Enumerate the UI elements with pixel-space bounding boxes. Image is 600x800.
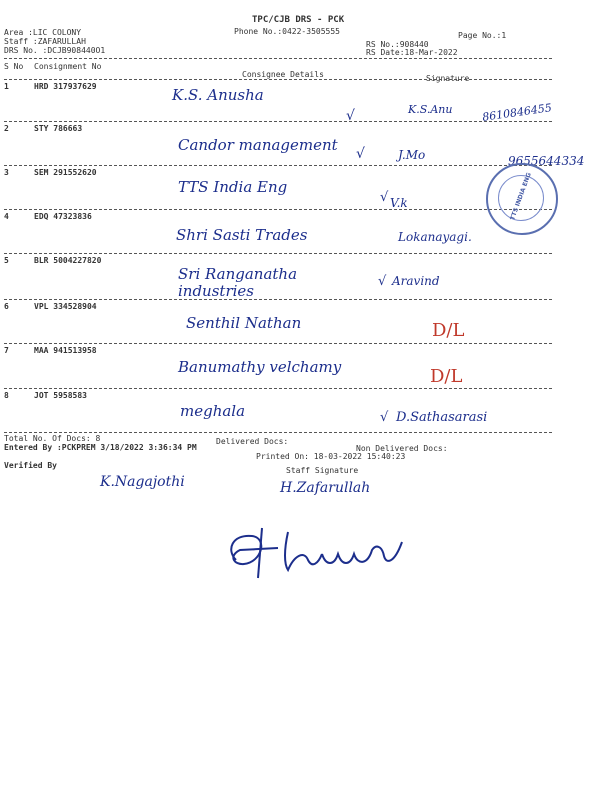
row-divider xyxy=(4,388,552,389)
col-header-sno: S No xyxy=(4,62,24,71)
header-divider xyxy=(4,58,552,59)
col-header-consignee: Consignee Details xyxy=(242,70,324,79)
check-mark: √ xyxy=(380,410,389,425)
row-divider xyxy=(4,299,552,300)
row-sno: 4 xyxy=(4,212,9,221)
delivered-docs: Delivered Docs: xyxy=(216,437,289,446)
check-mark: √ xyxy=(380,190,389,205)
row-sno: 8 xyxy=(4,391,9,400)
consignment-number: SEM 291552620 xyxy=(34,168,97,177)
receiver-phone: 8610846455 xyxy=(481,101,553,124)
printed-on: Printed On: 18-03-2022 15:40:23 xyxy=(256,452,406,461)
check-mark: √ xyxy=(378,274,387,289)
receiver-signature: Lokanayagi. xyxy=(398,230,472,244)
consignee-name: TTS India Eng xyxy=(178,178,288,196)
col-header-signature: Signature xyxy=(426,74,470,83)
phone-number: Phone No.:0422-3505555 xyxy=(234,27,340,36)
row-divider xyxy=(4,253,552,254)
receiver-signature: K.S.Anu xyxy=(408,103,453,116)
receiver-signature: Aravind xyxy=(392,274,440,288)
delivery-status: D/L xyxy=(430,366,463,387)
receiver-phone: 9655644334 xyxy=(508,154,585,168)
column-divider xyxy=(4,79,552,80)
receiver-signature: D.Sathasarasi xyxy=(396,410,488,425)
consignee-name: Candor management xyxy=(178,136,338,154)
row-sno: 2 xyxy=(4,124,9,133)
row-divider xyxy=(4,432,552,433)
rs-date: RS Date:18-Mar-2022 xyxy=(366,48,458,57)
consignee-name: Sri Ranganatha industries xyxy=(178,265,298,300)
staff-signature-label: Staff Signature xyxy=(286,466,359,475)
row-divider xyxy=(4,165,552,166)
page-number: Page No.:1 xyxy=(458,31,507,40)
consignee-name: Shri Sasti Trades xyxy=(176,226,308,244)
row-sno: 3 xyxy=(4,168,9,177)
consignment-number: JOT 5958583 xyxy=(34,391,87,400)
row-sno: 7 xyxy=(4,346,9,355)
verifier-signature: K.Nagajothi xyxy=(100,474,185,490)
consignment-number: VPL 334528904 xyxy=(34,302,97,311)
row-sno: 1 xyxy=(4,82,9,91)
document-title: TPC/CJB DRS - PCK xyxy=(252,15,345,25)
row-divider xyxy=(4,209,552,210)
area-label: Area :LIC COLONY xyxy=(4,28,82,37)
delivery-status: D/L xyxy=(432,320,465,341)
consignee-name: Banumathy velchamy xyxy=(178,358,342,376)
consignment-number: EDQ 47323836 xyxy=(34,212,92,221)
staff-signature: H.Zafarullah xyxy=(280,480,371,496)
total-docs: Total No. Of Docs: 8 xyxy=(4,434,101,443)
consignment-number: STY 786663 xyxy=(34,124,83,133)
drs-number: DRS No. :DCJB908440O1 xyxy=(4,46,106,55)
consignee-name: Senthil Nathan xyxy=(186,314,302,332)
receiver-signature: V.k xyxy=(390,196,408,210)
consignment-number: HRD 317937629 xyxy=(34,82,97,91)
row-sno: 5 xyxy=(4,256,9,265)
row-sno: 6 xyxy=(4,302,9,311)
non-delivered-docs: Non Delivered Docs: xyxy=(356,444,448,453)
consignment-number: MAA 941513958 xyxy=(34,346,97,355)
check-mark: √ xyxy=(346,108,355,124)
stamp-text: TTS INDIA ENG xyxy=(509,171,533,222)
check-mark: √ xyxy=(356,146,365,162)
handwritten-signature xyxy=(218,520,414,584)
rs-number: RS No.:908440 xyxy=(366,40,429,49)
receiver-signature: J.Mo xyxy=(398,148,426,162)
verified-by: Verified By xyxy=(4,461,57,470)
staff-label: Staff :ZAFARULLAH xyxy=(4,37,86,46)
consignee-name: meghala xyxy=(180,402,246,420)
consignment-number: BLR 5004227820 xyxy=(34,256,102,265)
row-divider xyxy=(4,121,552,122)
col-header-consignment: Consignment No xyxy=(34,62,102,71)
company-stamp xyxy=(486,163,558,235)
entered-by: Entered By :PCKPREM 3/18/2022 3:36:34 PM xyxy=(4,443,197,452)
consignee-name: K.S. Anusha xyxy=(172,86,264,104)
row-divider xyxy=(4,343,552,344)
